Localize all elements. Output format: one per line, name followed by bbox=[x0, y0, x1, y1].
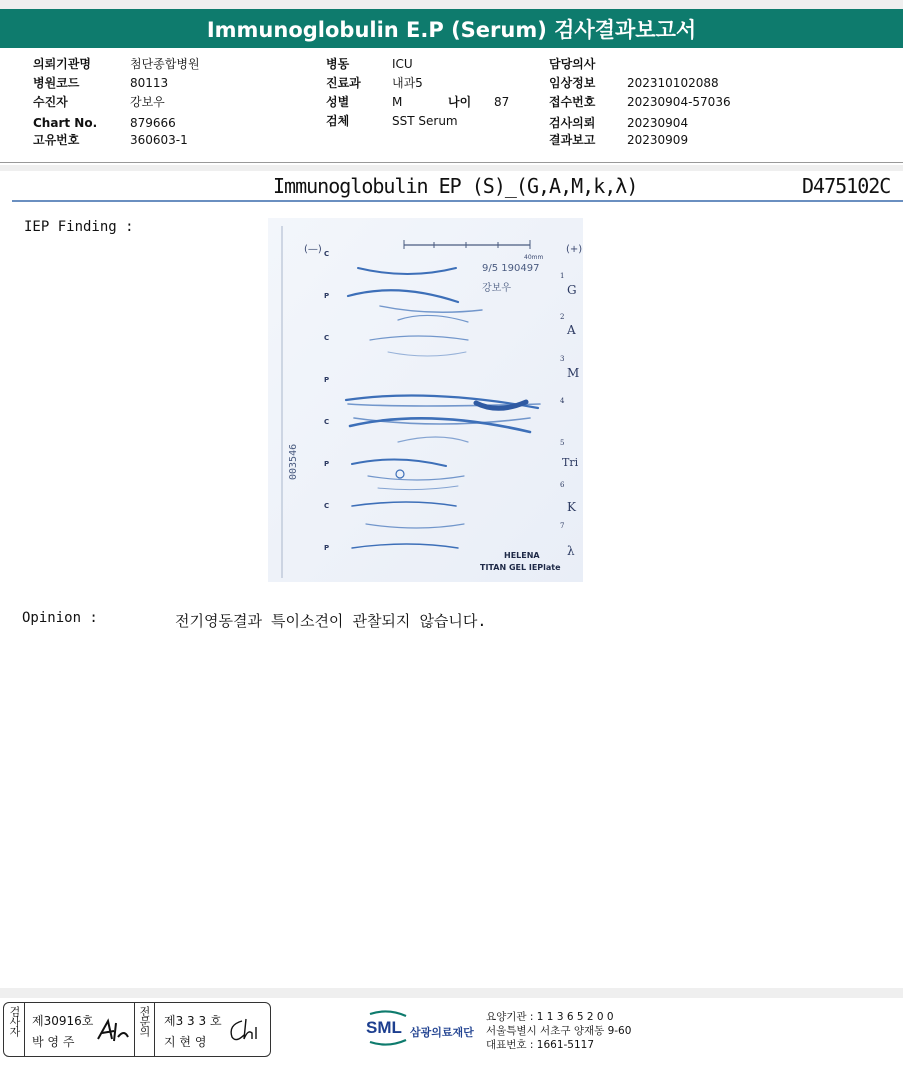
value-request-date: 20230904 bbox=[627, 116, 689, 130]
lane-number: 5 bbox=[560, 439, 565, 447]
institution-name: 삼광의료재단 bbox=[410, 1026, 474, 1039]
label-specimen: 검체 bbox=[326, 114, 350, 128]
lane-number: 7 bbox=[560, 522, 565, 530]
label-hospital-code: 병원코드 bbox=[33, 76, 80, 90]
institution-address: 서울특별시 서초구 양재동 9-60 bbox=[486, 1025, 632, 1037]
institution-logo bbox=[366, 1010, 410, 1046]
handwritten-patient: 강보우 bbox=[482, 283, 511, 294]
examiner-cell bbox=[24, 1003, 135, 1056]
value-department: 내과5 bbox=[392, 76, 423, 90]
minus-sign: (—) bbox=[304, 244, 322, 255]
label-department: 진료과 bbox=[326, 76, 361, 90]
signature-box bbox=[3, 1002, 271, 1057]
label-age: 나이 bbox=[448, 95, 472, 109]
scale-label: 40mm bbox=[524, 254, 544, 261]
mark-p: P bbox=[324, 292, 330, 300]
label-request-date: 검사의뢰 bbox=[549, 116, 596, 130]
sample-id: 9/5 190497 bbox=[482, 263, 540, 274]
test-code: D475102C bbox=[802, 174, 891, 198]
value-ward: ICU bbox=[392, 57, 413, 71]
value-clinical-info: 202310102088 bbox=[627, 76, 719, 90]
value-unique-no: 360603-1 bbox=[130, 133, 188, 147]
mark-c: C bbox=[324, 334, 330, 342]
lane-number: 4 bbox=[560, 397, 565, 405]
examiner-title: 검사자 bbox=[8, 1006, 21, 1036]
lane-number: 1 bbox=[560, 272, 565, 280]
header-band bbox=[0, 165, 903, 171]
test-name: Immunoglobulin EP (S)_(G,A,M,k,λ) bbox=[273, 174, 638, 198]
label-unique-no: 고유번호 bbox=[33, 133, 80, 147]
label-patient: 수진자 bbox=[33, 95, 68, 109]
value-institution: 첨단종합병원 bbox=[130, 57, 200, 71]
lane-label-lambda: λ bbox=[567, 544, 575, 558]
footer-band bbox=[0, 988, 903, 998]
label-report-date: 결과보고 bbox=[549, 133, 596, 147]
specialist-title-cell bbox=[134, 1003, 155, 1056]
lane-number: 3 bbox=[560, 355, 565, 363]
specialist-signature bbox=[226, 1015, 264, 1045]
lane-number: 2 bbox=[560, 313, 565, 321]
label-doctor: 담당의사 bbox=[549, 57, 596, 71]
lane-label-tri: Tri bbox=[562, 456, 579, 469]
lane-label-a: A bbox=[567, 323, 576, 337]
mark-c: C bbox=[324, 502, 330, 510]
value-patient: 강보우 bbox=[130, 95, 165, 109]
value-age: 87 bbox=[494, 95, 510, 109]
lane-label-m: M bbox=[567, 366, 580, 380]
specialist-title: 전문의 bbox=[138, 1006, 151, 1036]
gel-serial: 003546 bbox=[288, 443, 299, 480]
mark-c: C bbox=[324, 250, 330, 258]
label-sex: 성별 bbox=[326, 95, 350, 109]
value-chart-no: 879666 bbox=[130, 116, 176, 130]
brand-line-2: TITAN GEL IEPlate bbox=[480, 563, 561, 572]
opinion-text: 전기영동결과 특이소견이 관찰되지 않습니다. bbox=[175, 612, 487, 630]
mark-p: P bbox=[324, 376, 330, 384]
lane-number: 6 bbox=[560, 481, 565, 489]
plus-sign: (+) bbox=[566, 244, 583, 255]
specialist-license: 제3 3 3 호 bbox=[164, 1014, 222, 1028]
label-receipt-no: 접수번호 bbox=[549, 95, 596, 109]
examiner-signature bbox=[96, 1017, 130, 1045]
value-hospital-code: 80113 bbox=[130, 76, 169, 90]
mark-c: C bbox=[324, 418, 330, 426]
opinion-label: Opinion : bbox=[22, 610, 98, 626]
label-clinical-info: 임상정보 bbox=[549, 76, 596, 90]
examiner-title-cell bbox=[4, 1003, 25, 1056]
examiner-license: 제30916호 bbox=[32, 1014, 94, 1028]
specialist-name: 지 현 영 bbox=[164, 1035, 207, 1049]
value-sex: M bbox=[392, 95, 403, 109]
top-band bbox=[0, 0, 903, 9]
lane-label-k: K bbox=[567, 500, 576, 514]
gel-svg bbox=[268, 218, 583, 582]
mark-p: P bbox=[324, 460, 330, 468]
iep-gel-image bbox=[268, 218, 583, 582]
institution-code: 요양기관 : 1 1 3 6 5 2 0 0 bbox=[486, 1011, 614, 1023]
logo-text: SML bbox=[366, 1018, 402, 1037]
header-divider bbox=[0, 162, 903, 163]
value-specimen: SST Serum bbox=[392, 114, 458, 128]
label-institution: 의뢰기관명 bbox=[33, 57, 91, 71]
label-chart-no: Chart No. bbox=[33, 116, 98, 130]
institution-phone: 대표번호 : 1661-5117 bbox=[486, 1039, 595, 1051]
iep-finding-label: IEP Finding : bbox=[24, 219, 134, 235]
brand-line-1: HELENA bbox=[504, 551, 540, 560]
examiner-name: 박 영 주 bbox=[32, 1035, 75, 1049]
mark-p: P bbox=[324, 544, 330, 552]
section-line bbox=[12, 200, 903, 202]
report-title: Immunoglobulin E.P (Serum) 검사결과보고서 bbox=[0, 9, 903, 48]
value-report-date: 20230909 bbox=[627, 133, 689, 147]
label-ward: 병동 bbox=[326, 57, 350, 71]
lane-label-g: G bbox=[567, 283, 577, 297]
value-receipt-no: 20230904-57036 bbox=[627, 95, 731, 109]
